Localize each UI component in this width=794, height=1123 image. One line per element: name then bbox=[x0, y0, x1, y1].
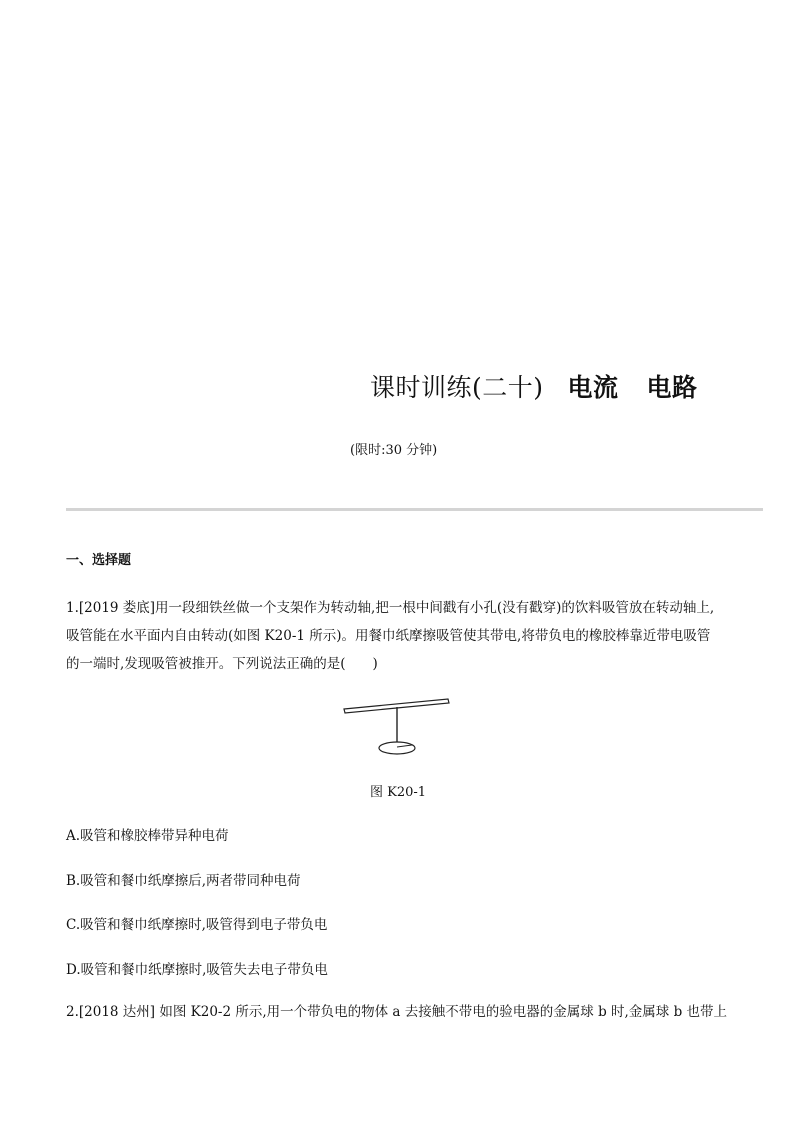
question-1-stem bbox=[66, 594, 734, 678]
question-1-line-2: 吸管能在水平面内自由转动(如图 K20-1 所示)。用餐巾纸摩擦吸管使其带电,将带负电的橡胶棒靠近带电吸管 bbox=[66, 628, 711, 644]
time-limit: (限时:30 分钟) bbox=[350, 443, 438, 458]
question-1-line-1: 1.[2019 娄底]用一段细铁丝做一个支架作为转动轴,把一根中间戳有小孔(没有戳穿)的饮料吸管放在转动轴上, bbox=[66, 600, 715, 616]
option-b: B.吸管和餐巾纸摩擦后,两者带同种电荷 bbox=[66, 873, 301, 889]
option-c: C.吸管和餐巾纸摩擦时,吸管得到电子带负电 bbox=[66, 917, 328, 933]
title-sub-current: 电流 bbox=[567, 373, 619, 402]
page-title bbox=[370, 368, 698, 404]
question-2-line-1: 2.[2018 达州] 如图 K20-2 所示,用一个带负电的物体 a 去接触不带电的验电器的金属球 b 时,金属球 b 也带上 bbox=[66, 1004, 728, 1020]
title-main: 课时训练(二十) bbox=[370, 373, 544, 402]
question-2-stem bbox=[66, 998, 734, 1026]
option-d: D.吸管和餐巾纸摩擦时,吸管失去电子带负电 bbox=[66, 962, 328, 978]
option-a: A.吸管和橡胶棒带异种电荷 bbox=[66, 828, 229, 844]
base bbox=[379, 742, 415, 754]
figure-caption: 图 K20-1 bbox=[370, 785, 427, 800]
straw-on-pivot-figure bbox=[340, 693, 455, 763]
section-heading: 一、选择题 bbox=[66, 553, 132, 568]
question-1-line-3: 的一端时,发现吸管被推开。下列说法正确的是( ) bbox=[66, 656, 378, 672]
title-sub-circuit: 电路 bbox=[646, 373, 698, 402]
divider bbox=[66, 508, 763, 511]
